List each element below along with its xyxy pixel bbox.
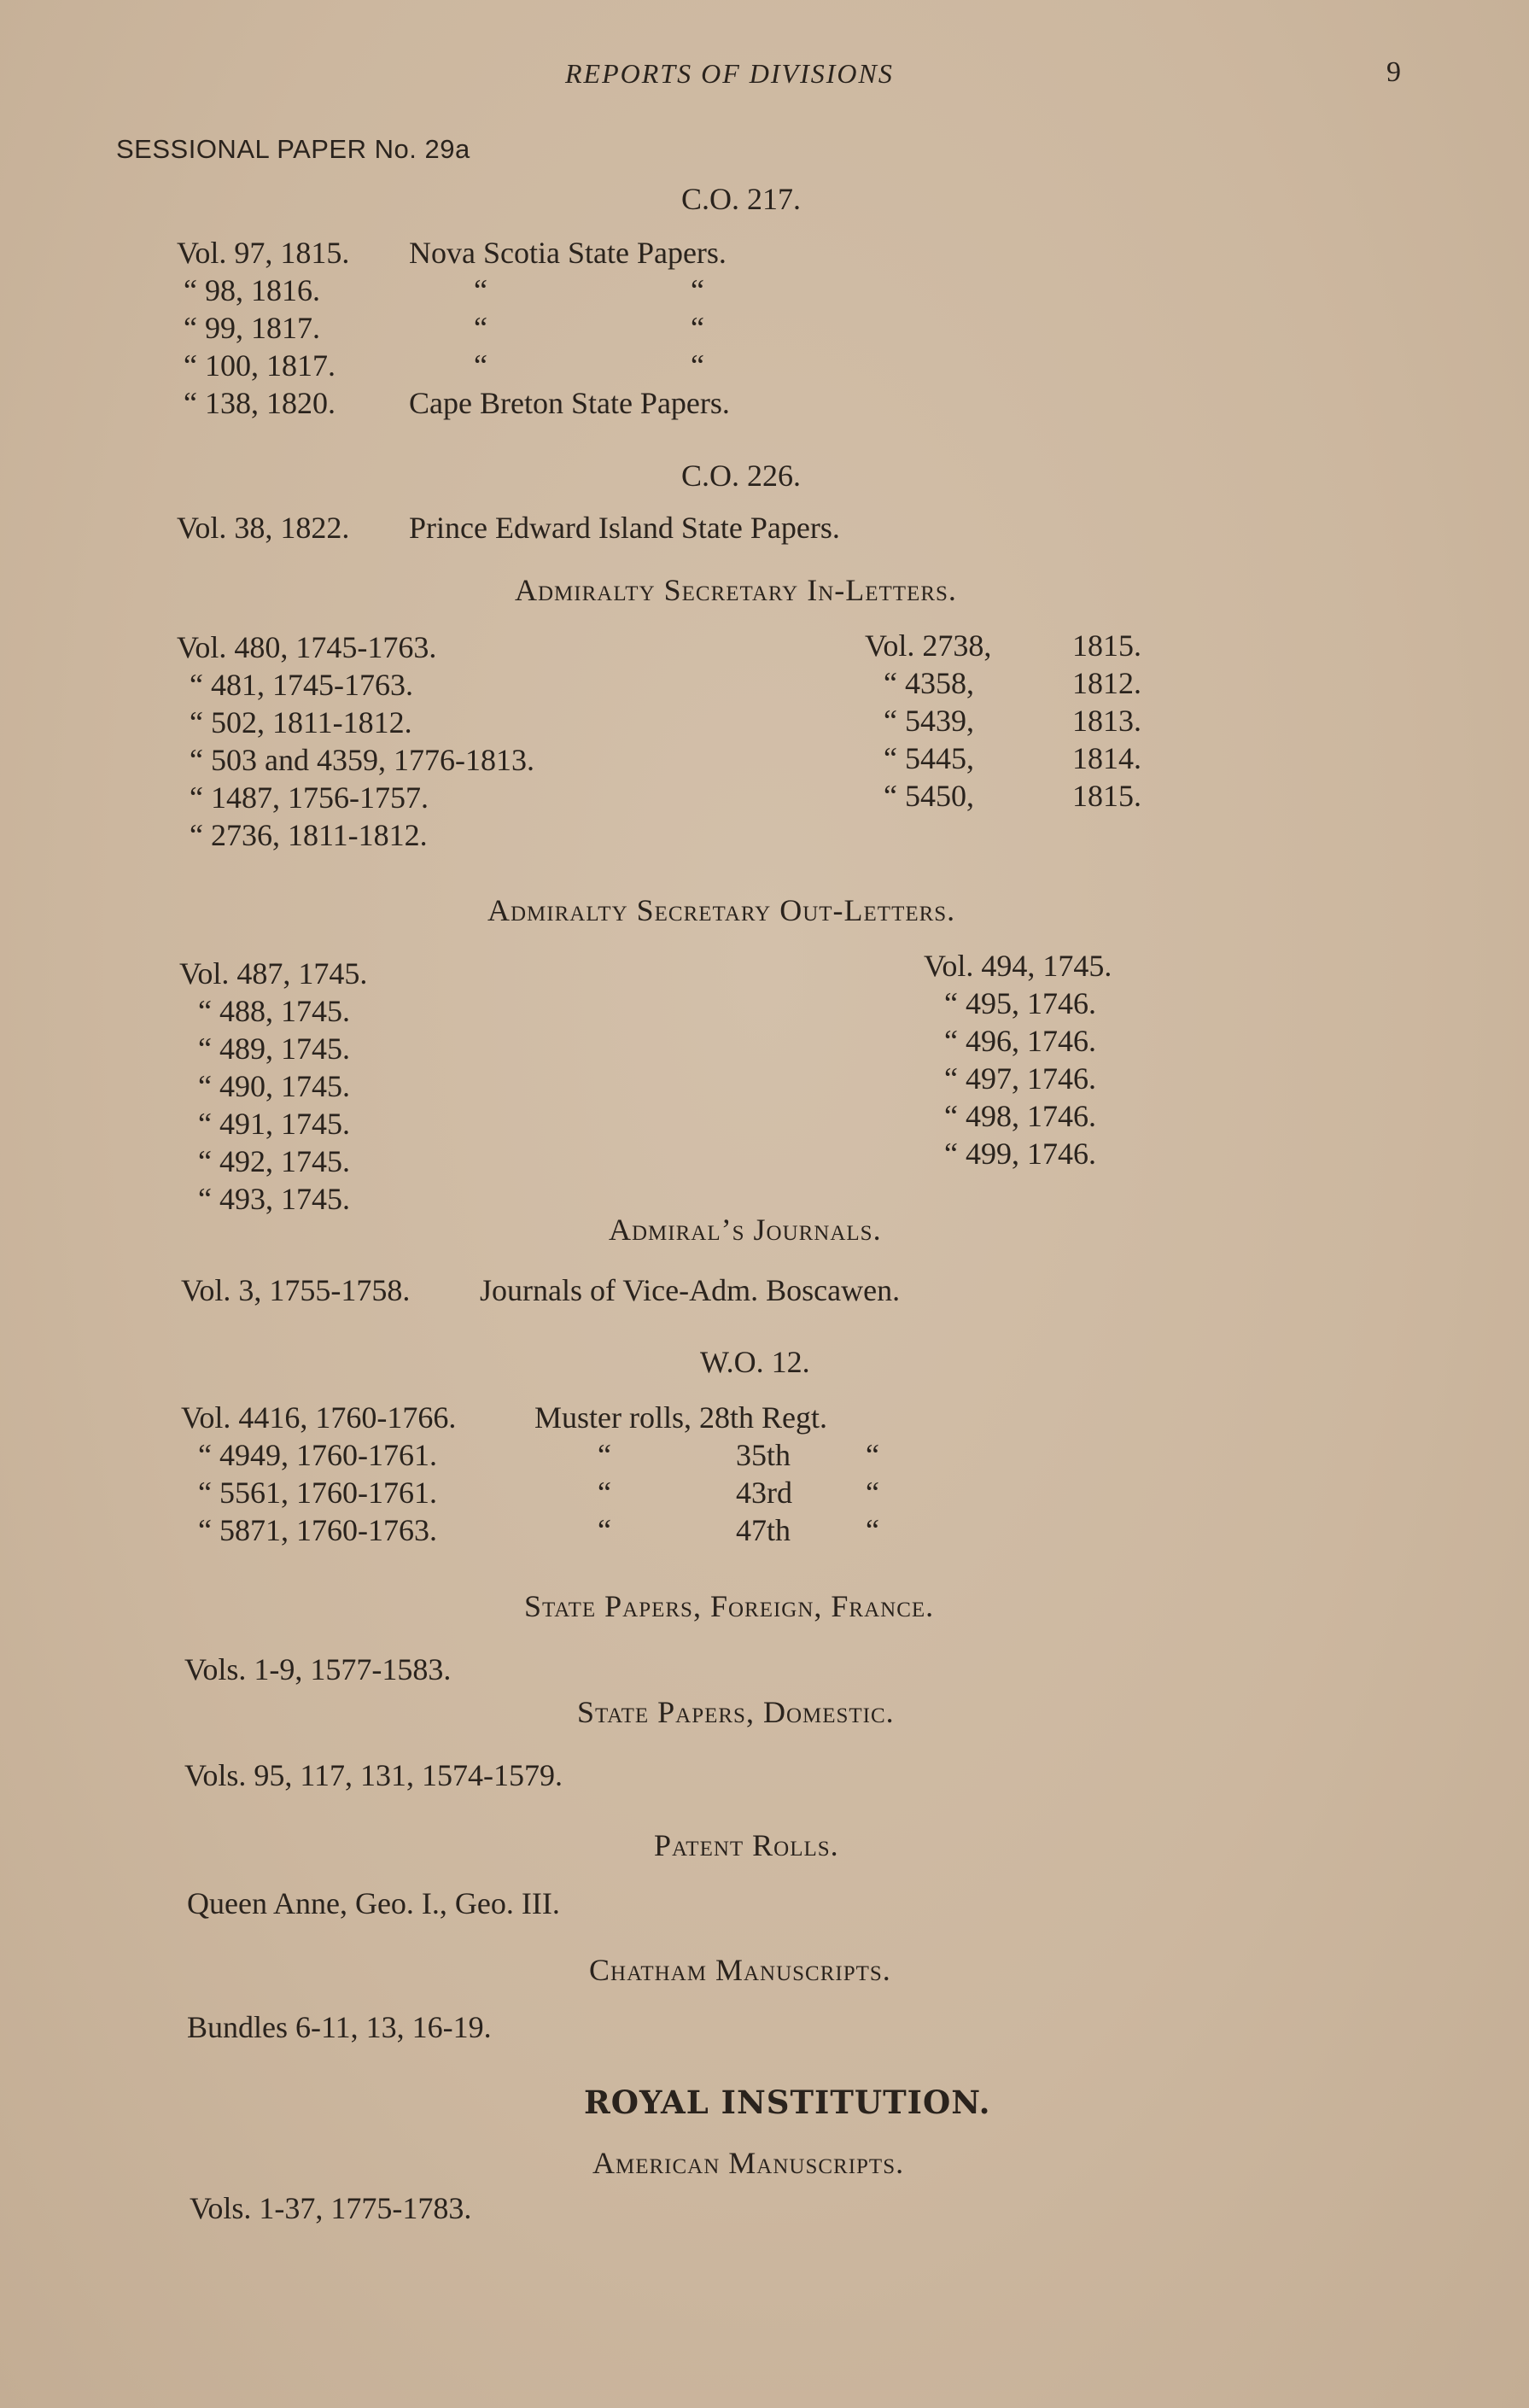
year: 1815. [1072, 779, 1141, 813]
list-item: “ 1487, 1756-1757. [190, 780, 429, 815]
year: 1814. [1072, 741, 1141, 775]
volume-ref: “ 5871, 1760-1763. [198, 1513, 437, 1547]
list-item: “ 488, 1745. [198, 994, 350, 1028]
ditto-mark: “ [691, 311, 704, 345]
volume-ref: Vol. 97, 1815. [177, 236, 350, 270]
volume-ref: Vol. 3, 1755-1758. [181, 1273, 411, 1307]
ditto-mark: “ [598, 1438, 611, 1472]
running-header: REPORTS OF DIVISIONS [565, 58, 894, 89]
regiment: 35th [736, 1438, 791, 1472]
volume-ref: “ 100, 1817. [184, 348, 336, 383]
sp-foreign-text: Vols. 1-9, 1577-1583. [184, 1652, 452, 1686]
in-letters-heading: Admiralty Secretary In-Letters. [515, 573, 957, 607]
list-item: “ 499, 1746. [944, 1137, 1096, 1171]
volume-ref: Vol. 4416, 1760-1766. [181, 1400, 457, 1435]
chatham-heading: Chatham Manuscripts. [589, 1953, 891, 1987]
volume-ref: Vol. 2738, [865, 628, 992, 663]
volume-ref: “ 5445, [884, 741, 974, 775]
journals-heading: Admiral’s Journals. [609, 1213, 882, 1247]
regiment: 43rd [736, 1476, 792, 1510]
patent-text: Queen Anne, Geo. I., Geo. III. [187, 1886, 560, 1920]
year: 1812. [1072, 666, 1141, 700]
year: 1815. [1072, 628, 1141, 663]
list-item: Vol. 487, 1745. [179, 956, 368, 991]
list-item: “ 497, 1746. [944, 1061, 1096, 1096]
list-item: “ 2736, 1811-1812. [190, 818, 428, 852]
list-item: “ 495, 1746. [944, 986, 1096, 1020]
list-item: “ 489, 1745. [198, 1032, 350, 1066]
volume-ref: “ 5439, [884, 704, 974, 738]
volume-ref: “ 98, 1816. [184, 273, 320, 307]
sp-domestic-text: Vols. 95, 117, 131, 1574-1579. [184, 1758, 563, 1792]
sessional-paper-label: SESSIONAL PAPER No. 29a [116, 134, 470, 164]
list-item: “ 503 and 4359, 1776-1813. [190, 743, 534, 777]
list-item: “ 498, 1746. [944, 1099, 1096, 1133]
ditto-mark: “ [474, 273, 487, 307]
volume-ref: “ 4358, [884, 666, 974, 700]
volume-ref: Vol. 38, 1822. [177, 511, 350, 545]
ditto-mark: “ [866, 1438, 879, 1472]
sp-foreign-heading: State Papers, Foreign, France. [524, 1589, 935, 1623]
ditto-mark: “ [691, 273, 704, 307]
royal-text: Vols. 1-37, 1775-1783. [190, 2191, 472, 2225]
volume-ref: “ 138, 1820. [184, 386, 336, 420]
list-item: “ 490, 1745. [198, 1069, 350, 1103]
list-item: “ 496, 1746. [944, 1024, 1096, 1058]
out-letters-heading: Admiralty Secretary Out-Letters. [487, 893, 956, 927]
ditto-mark: “ [866, 1513, 879, 1547]
list-item: Vol. 494, 1745. [924, 949, 1112, 983]
ditto-mark: “ [474, 348, 487, 383]
royal-institution-title: ROYAL INSTITUTION. [584, 2084, 991, 2121]
wo12-heading: W.O. 12. [700, 1345, 810, 1379]
ditto-mark: “ [598, 1513, 611, 1547]
co226-heading: C.O. 226. [681, 459, 802, 493]
year: 1813. [1072, 704, 1141, 738]
ditto-mark: “ [866, 1476, 879, 1510]
description: Cape Breton State Papers. [409, 386, 730, 420]
volume-ref: “ 4949, 1760-1761. [198, 1438, 437, 1472]
ditto-mark: “ [691, 348, 704, 383]
list-item: Vol. 480, 1745-1763. [177, 630, 437, 664]
description: Prince Edward Island State Papers. [409, 511, 840, 545]
description: Muster rolls, 28th Regt. [534, 1400, 827, 1435]
volume-ref: “ 5450, [884, 779, 974, 813]
volume-ref: “ 5561, 1760-1761. [198, 1476, 437, 1510]
ditto-mark: “ [598, 1476, 611, 1510]
description: Journals of Vice-Adm. Boscawen. [480, 1273, 901, 1307]
chatham-text: Bundles 6-11, 13, 16-19. [187, 2010, 492, 2044]
list-item: “ 491, 1745. [198, 1107, 350, 1141]
american-manuscripts-heading: American Manuscripts. [592, 2146, 905, 2180]
volume-ref: “ 99, 1817. [184, 311, 320, 345]
patent-heading: Patent Rolls. [654, 1828, 839, 1862]
page-number: 9 [1386, 56, 1401, 88]
regiment: 47th [736, 1513, 791, 1547]
list-item: “ 493, 1745. [198, 1182, 350, 1216]
sp-domestic-heading: State Papers, Domestic. [577, 1695, 895, 1729]
list-item: “ 492, 1745. [198, 1144, 350, 1178]
list-item: “ 502, 1811-1812. [190, 705, 412, 739]
co217-heading: C.O. 217. [681, 182, 802, 216]
list-item: “ 481, 1745-1763. [190, 668, 413, 702]
ditto-mark: “ [474, 311, 487, 345]
description: Nova Scotia State Papers. [409, 236, 727, 270]
